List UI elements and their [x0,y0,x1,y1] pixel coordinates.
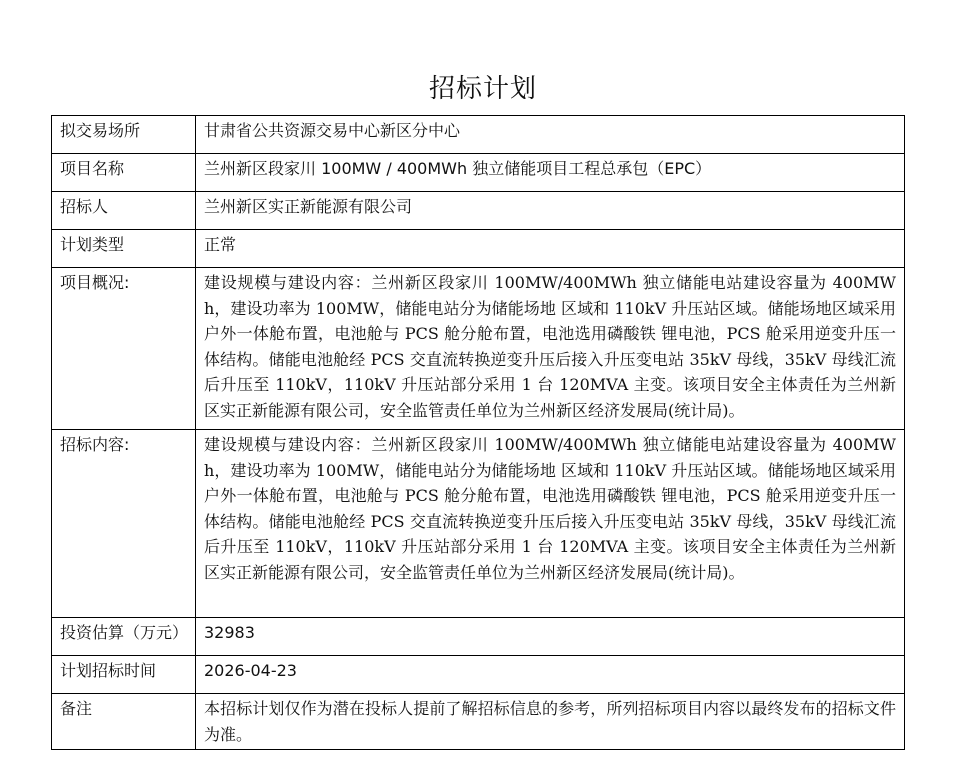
row-value-project-name: 兰州新区段家川 100MW / 400MWh 独立储能项目工程总承包（EPC） [196,154,905,192]
table-row-investment-estimate [52,618,905,656]
row-value-plan-type: 正常 [196,230,905,268]
table-row-tenderer [52,192,905,230]
table-row-tender-content [52,430,905,618]
row-label-trading-venue: 拟交易场所 [52,116,196,154]
row-value-tenderer: 兰州新区实正新能源有限公司 [196,192,905,230]
row-label-project-name: 项目名称 [52,154,196,192]
table-row-plan-type [52,230,905,268]
table-row-trading-venue [52,116,905,154]
table-row-project-name [52,154,905,192]
row-label-plan-type: 计划类型 [52,230,196,268]
row-value-tender-content: 建设规模与建设内容：兰州新区段家川 100MW/400MWh 独立储能电站建设容量为 400MWh，建设功率为 100MW，储能电站分为储能场地 区域和 110kV 升压站区域。储能场地区域采用户外一体舱布置，电池舱与 PCS 舱分舱布置，电池选用磷酸铁 锂电池，PCS 舱采用逆变升压一体结构。储能电池舱经 PCS 交直流转换逆变升压后接入升压变电站 35kV 母线，35kV 母线汇流后升压至 110kV，110kV 升压站部分采用 1 台 120MVA 主变。该项目安全主体责任为兰州新区实正新能源有限公司，安全监管责任单位为兰州新区经济发展局(统计局)。 [196,430,905,618]
row-value-remarks: 本招标计划仅作为潜在投标人提前了解招标信息的参考，所列招标项目内容以最终发布的招标文件为准。 [196,694,905,750]
tender-plan-table [51,115,905,750]
row-label-project-overview: 项目概况: [52,268,196,430]
row-label-remarks: 备注 [52,694,196,750]
document-title: 招标计划 [428,74,537,104]
row-value-trading-venue: 甘肃省公共资源交易中心新区分中心 [196,116,905,154]
table-row-remarks [52,694,905,750]
row-label-planned-tender-time: 计划招标时间 [52,656,196,694]
row-label-tenderer: 招标人 [52,192,196,230]
row-label-tender-content: 招标内容: [52,430,196,618]
table-row-planned-tender-time [52,656,905,694]
row-value-planned-tender-time: 2026-04-23 [196,656,905,694]
row-label-investment-estimate: 投资估算（万元） [52,618,196,656]
table-row-project-overview [52,268,905,430]
row-value-project-overview: 建设规模与建设内容：兰州新区段家川 100MW/400MWh 独立储能电站建设容量为 400MWh，建设功率为 100MW，储能电站分为储能场地 区域和 110kV 升压站区域。储能场地区域采用户外一体舱布置，电池舱与 PCS 舱分舱布置，电池选用磷酸铁 锂电池，PCS 舱采用逆变升压一体结构。储能电池舱经 PCS 交直流转换逆变升压后接入升压变电站 35kV 母线，35kV 母线汇流后升压至 110kV，110kV 升压站部分采用 1 台 120MVA 主变。该项目安全主体责任为兰州新区实正新能源有限公司，安全监管责任单位为兰州新区经济发展局(统计局)。 [196,268,905,430]
row-value-investment-estimate: 32983 [196,618,905,656]
